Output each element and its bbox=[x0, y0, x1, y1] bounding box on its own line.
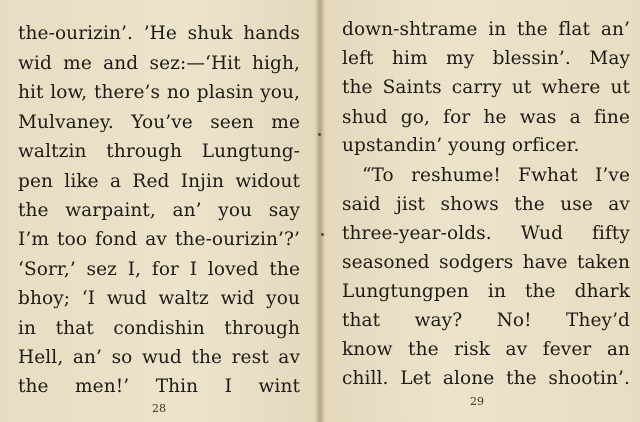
right-line-10: Lungtungpen in the dhark bbox=[342, 281, 630, 302]
left-line-6: pen like a Red Injin widout bbox=[18, 171, 300, 192]
right-line-4: shud go, for he was a fine bbox=[342, 107, 630, 128]
right-line-9: seasoned sodgers have taken bbox=[342, 252, 630, 273]
page-number-right: 29 bbox=[470, 395, 484, 408]
left-line-8: I’m too fond av the-ourizin’?’ bbox=[18, 229, 300, 250]
left-line-3: hit low, there’s no plasin you, bbox=[18, 82, 300, 103]
left-line-11: in that condishin through bbox=[18, 318, 300, 339]
page-number-left: 28 bbox=[152, 402, 166, 415]
right-line-12: know the risk av fever an bbox=[342, 339, 630, 360]
right-line-6: “To reshume! Fwhat I’ve bbox=[362, 165, 630, 186]
left-line-10: bhoy; ‘I wud waltz wid you bbox=[18, 288, 300, 309]
left-line-12: Hell, an’ so wud the rest av bbox=[18, 347, 300, 368]
right-line-11: that way? No! They’d bbox=[342, 310, 630, 331]
left-line-5: waltzin through Lungtung- bbox=[18, 141, 300, 162]
left-line-2: wid me and sez:—‘Hit high, bbox=[18, 53, 300, 74]
left-line-1: the-ourizin’. ’He shuk hands bbox=[18, 23, 300, 44]
left-line-9: ‘Sorr,’ sez I, for I loved the bbox=[18, 259, 300, 280]
right-line-8: three-year-olds. Wud fifty bbox=[342, 223, 630, 244]
right-line-1: down-shtrame in the flat an’ bbox=[342, 19, 630, 40]
left-line-7: the warpaint, an’ you say bbox=[18, 200, 300, 221]
right-line-13: chill. Let alone the shootin’. bbox=[342, 368, 630, 389]
right-line-2: left him my blessin’. May bbox=[342, 48, 630, 69]
left-line-13: the men!’ Thin I wint bbox=[18, 376, 300, 397]
right-line-3: the Saints carry ut where ut bbox=[342, 77, 630, 98]
right-line-5: upstandin’ young orficer. bbox=[342, 135, 580, 156]
right-line-7: said jist shows the use av bbox=[342, 194, 630, 215]
left-line-4: Mulvaney. You’ve seen me bbox=[18, 112, 300, 133]
right-page bbox=[320, 0, 640, 422]
